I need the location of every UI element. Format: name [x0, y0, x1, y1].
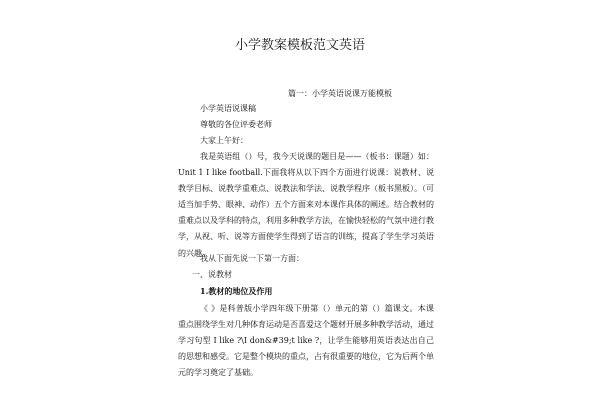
greeting-line-1: 尊敬的各位评委老师: [200, 120, 272, 129]
document-subtitle: 篇一：小学英语说课万能模板: [288, 89, 392, 98]
greeting-line-2: 大家上午好：: [200, 136, 248, 145]
paragraph-intro-text: 我是英语组（）号，我今天说课的题目是——（板书：课题）如：Unit 1 I like football.下面我将从以下四个方面进行说课：说教材、说教学目标、说教学重难点、说教法和学法、说教学程序（板书黑板）。（可适当加手势、眼神、动作）五个方面来对本课作具体的阐述。结合教材的重难点以及学科的特点，利用多种教学方法，在愉快轻松的气氛中进行教学，从视、听、说等方面使学生得到了语言的训练，提高了学生学习英语的兴趣。: [178, 152, 434, 258]
document-title: 小学教案模板范文英语: [234, 38, 365, 53]
paragraph-transition: 我从下面先说一下第一方面：: [200, 254, 304, 263]
subsection-1-heading: 1.教材的地位及作用: [200, 286, 273, 296]
paragraph-intro: [178, 149, 434, 262]
paragraph-textbook-text: 《 》是科普版小学四年级下册第（）单元的第（）篇课文。本课重点围绕学生对几种体育运动是否喜爱这个题材开展多种教学活动，通过学习句型 I like ?\I don&#39;t like ?，让学生能够用英语表达出自己的思想和感受。它是整个模块的重点，占有很重要的地位，它为后两个单元的学习奠定了基础。: [178, 304, 434, 378]
paragraph-textbook: [178, 301, 434, 381]
section-heading: 小学英语说课稿: [200, 104, 256, 113]
section-1-heading: 一、说教材: [192, 270, 232, 279]
